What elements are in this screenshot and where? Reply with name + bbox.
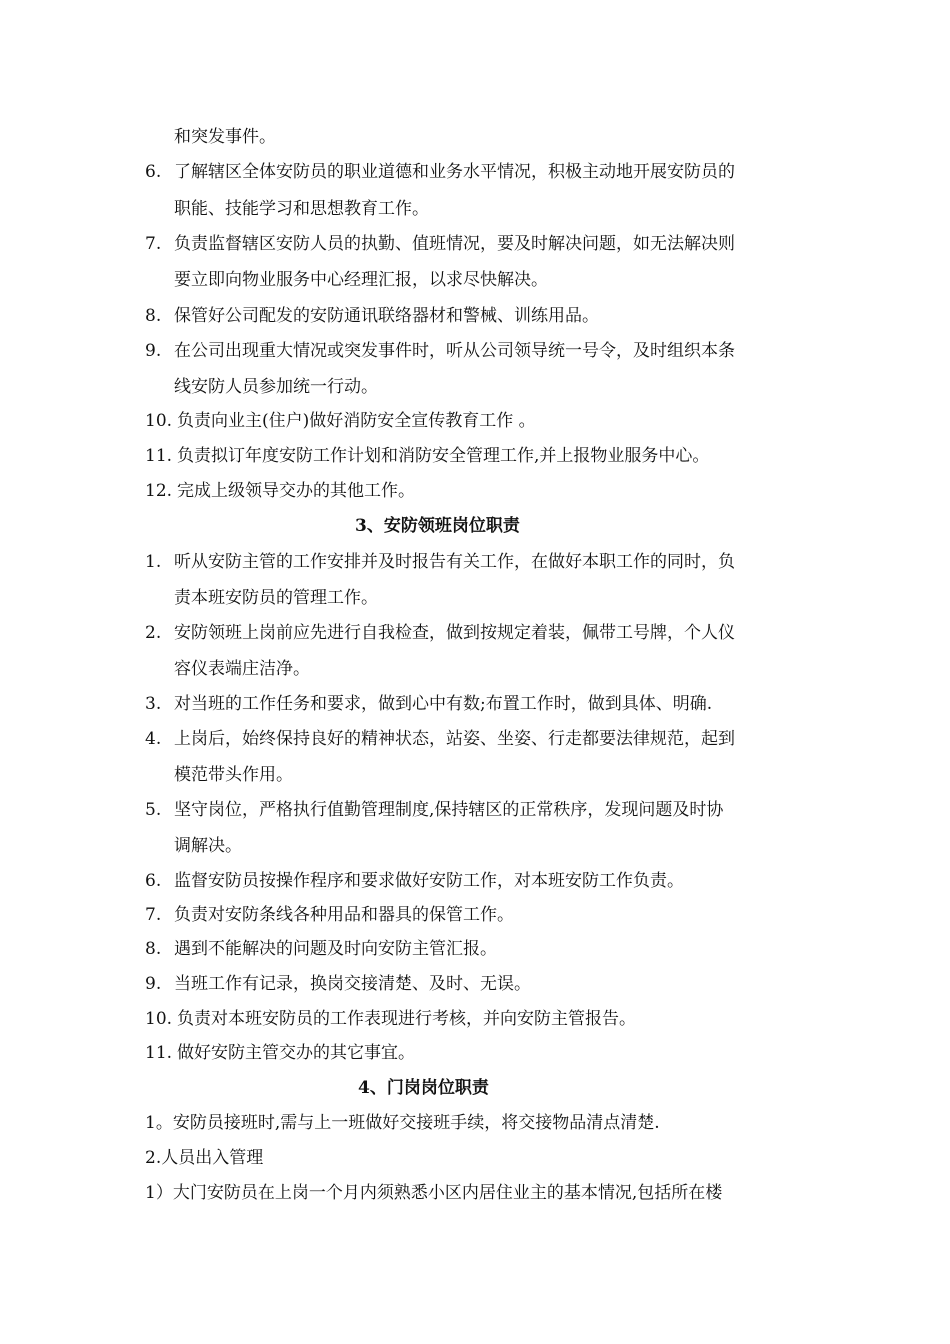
item-number: 11. [145,446,173,466]
paragraph-text: 2.人员出入管理 [145,1148,264,1168]
item-text: 负责向业主(住户)做好消防安全宣传教育工作 。 [177,411,536,431]
item-text: 了解辖区全体安防员的职业道德和业务水平情况，积极主动地开展安防员的 [174,162,735,182]
item-text: 负责拟订年度安防工作计划和消防安全管理工作,并上报物业服务中心。 [177,446,710,466]
item-text: 负责对安防条线各种用品和器具的保管工作。 [174,905,514,925]
item-text: 保管好公司配发的安防通讯联络器材和警械、训练用品。 [174,306,599,326]
item-number: 8. [145,939,162,959]
item-text: 上岗后，始终保持良好的精神状态，站姿、坐姿、行走都要法律规范，起到 [174,729,735,749]
item-number: 2. [145,623,162,643]
item-number: 6. [145,871,162,891]
item-number: 3. [145,694,162,714]
item-number: 12. [145,481,173,501]
item-text: 职能、技能学习和思想教育工作。 [174,199,429,219]
item-text: 坚守岗位，严格执行值勤管理制度,保持辖区的正常秩序，发现问题及时协 [174,800,724,820]
item-text: 对当班的工作任务和要求，做到心中有数;布置工作时，做到具体、明确. [174,694,713,714]
item-text: 安防领班上岗前应先进行自我检查，做到按规定着装，佩带工号牌，个人仪 [174,623,735,643]
item-number: 10. [145,1009,173,1029]
item-number: 8. [145,306,162,326]
item-number: 11. [145,1043,173,1063]
item-text: 遇到不能解决的问题及时向安防主管汇报。 [174,939,497,959]
item-number: 6. [145,162,162,182]
line-text: 和突发事件。 [174,127,276,147]
item-number: 10. [145,411,173,431]
item-text: 调解决。 [174,836,242,856]
item-number: 7. [145,905,162,925]
section-heading: 4、门岗岗位职责 [358,1078,489,1098]
item-text: 负责对本班安防员的工作表现进行考核，并向安防主管报告。 [177,1009,636,1029]
item-text: 当班工作有记录，换岗交接清楚、及时、无误。 [174,974,531,994]
item-number: 9. [145,341,162,361]
paragraph-text: 1）大门安防员在上岗一个月内须熟悉小区内居住业主的基本情况,包括所在楼 [145,1183,723,1203]
item-text: 听从安防主管的工作安排并及时报告有关工作，在做好本职工作的同时，负 [174,552,735,572]
item-text: 要立即向物业服务中心经理汇报，以求尽快解决。 [174,270,548,290]
item-number: 7. [145,234,162,254]
section-heading: 3、安防领班岗位职责 [355,516,520,536]
item-number: 1. [145,552,162,572]
item-text: 容仪表端庄洁净。 [174,659,310,679]
item-number: 9. [145,974,162,994]
item-text: 线安防人员参加统一行动。 [174,377,378,397]
item-text: 负责监督辖区安防人员的执勤、值班情况，要及时解决问题，如无法解决则 [174,234,735,254]
item-text: 完成上级领导交办的其他工作。 [177,481,415,501]
item-text: 模范带头作用。 [174,765,293,785]
item-number: 5. [145,800,162,820]
item-text: 做好安防主管交办的其它事宜。 [177,1043,415,1063]
paragraph-text: 1。安防员接班时,需与上一班做好交接班手续，将交接物品清点清楚. [145,1113,660,1133]
item-text: 在公司出现重大情况或突发事件时，听从公司领导统一号令，及时组织本条 [174,341,735,361]
item-text: 责本班安防员的管理工作。 [174,588,378,608]
item-number: 4. [145,729,162,749]
item-text: 监督安防员按操作程序和要求做好安防工作，对本班安防工作负责。 [174,871,684,891]
